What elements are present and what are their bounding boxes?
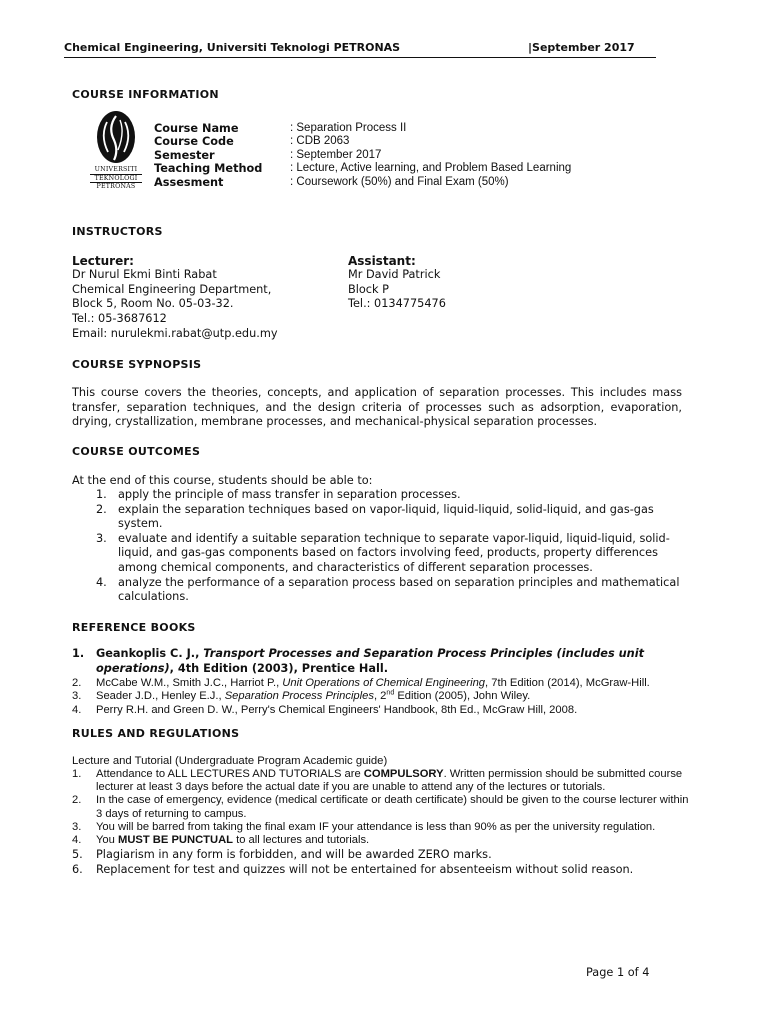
lecturer-line: Chemical Engineering Department, xyxy=(72,282,272,296)
course-info-value: : Lecture, Active learning, and Problem Based Learning xyxy=(290,162,572,175)
rule-number: 6. xyxy=(72,863,83,877)
rule-text xyxy=(96,862,692,877)
rule-item xyxy=(72,834,692,847)
logo-line-1: UNIVERSITI xyxy=(94,166,138,173)
assistant-line: Tel.: 0134775476 xyxy=(348,297,446,311)
outcome-item xyxy=(72,532,682,576)
rules-intro: Lecture and Tutorial (Undergraduate Program Academic guide) xyxy=(72,755,388,767)
page-number: Page 1 of 4 xyxy=(586,966,650,979)
outcomes-intro: At the end of this course, students should be able to: xyxy=(72,474,373,487)
lecturer-heading: Lecturer: xyxy=(72,254,134,268)
course-info-row xyxy=(154,149,654,162)
reference-title: Separation Process Principles xyxy=(224,690,374,703)
logo-line-2: TEKNOLOGI xyxy=(90,174,142,184)
outcomes-list xyxy=(72,488,682,605)
reference-publisher: , 4th Edition (2003), Prentice Hall. xyxy=(169,661,389,675)
section-outcomes: COURSE OUTCOMES xyxy=(72,445,201,458)
rule-number: 5. xyxy=(72,848,83,862)
rule-text-part: In the case of emergency, evidence (medical certificate or death certificate) should be given to the course lecturer within 3 days of returning to campus. xyxy=(96,794,689,820)
reference-edition-sup: nd xyxy=(386,689,395,697)
rules-list xyxy=(72,768,692,877)
rule-text xyxy=(96,821,692,834)
rule-text-part: Plagiarism in any form is forbidden, and will be awarded ZERO marks. xyxy=(96,848,492,862)
logo-line-3: PETRONAS xyxy=(96,183,136,190)
outcome-item xyxy=(72,503,682,532)
outcome-text: evaluate and identify a suitable separation technique to separate vapor-liquid, liquid-liquid, solid-liquid, and gas-gas components based on factors involving feed, products, property differences among chemical components, and characteristics of different separation processes. xyxy=(118,531,670,574)
rule-item xyxy=(72,794,692,820)
reference-item xyxy=(72,677,692,690)
outcome-number: 3. xyxy=(96,531,107,545)
course-info-label: Assesment xyxy=(154,175,224,189)
rule-text-part: . Written permission should be submitted course lecturer at least 3 days before the actual date if you are unable to attend any of the lectures or tutorials. xyxy=(96,768,683,794)
reference-text xyxy=(96,647,692,676)
reference-authors: McCabe W.M., Smith J.C., Harriot P., xyxy=(96,677,283,690)
rule-text xyxy=(96,834,692,847)
course-info-row xyxy=(154,176,654,189)
reference-publisher: Edition (2005), John Wiley. xyxy=(394,690,531,703)
rule-item xyxy=(72,862,692,877)
reference-number: 4. xyxy=(72,703,82,716)
rule-text xyxy=(96,794,692,820)
course-info-row xyxy=(154,135,654,148)
course-info-row xyxy=(154,122,654,135)
synopsis-text: This course covers the theories, concepts, and application of separation processes. This includes mass transfer, separation techniques, and the design criteria of processes such as adsorption, evaporation, drying, crystallization, membrane processes, and mechanical-physical separation processes. xyxy=(72,386,682,429)
reference-authors: Seader J.D., Henley E.J., xyxy=(96,690,225,703)
reference-authors: Geankoplis C. J., xyxy=(96,647,204,660)
outcome-text: apply the principle of mass transfer in separation processes. xyxy=(118,488,461,501)
rule-emphasis: COMPULSORY xyxy=(363,768,444,780)
rule-text-part: You will be barred from taking the final exam IF your attendance is less than 90% as per the university regulation. xyxy=(96,820,656,833)
lecturer-line: Dr Nurul Ekmi Binti Rabat xyxy=(72,268,217,281)
reference-authors: Perry R.H. and Green D. W., Perry's Chemical Engineers' Handbook, 8th Ed., McGraw Hill, 2008. xyxy=(96,703,578,716)
section-rules: RULES AND REGULATIONS xyxy=(72,727,240,740)
outcome-text: explain the separation techniques based on vapor-liquid, liquid-liquid, solid-liquid, and gas-gas system. xyxy=(118,502,654,531)
rule-number: 3. xyxy=(72,820,82,833)
course-info-value: : CDB 2063 xyxy=(290,135,350,148)
rule-text-part: Replacement for test and quizzes will not be entertained for absenteeism without solid reason. xyxy=(96,863,634,877)
reference-title: Transport Processes and Separation Process Principles (includes unit operations) xyxy=(96,647,644,675)
rule-text-part: to all lectures and tutorials. xyxy=(232,834,370,847)
reference-title: Unit Operations of Chemical Engineering xyxy=(282,677,486,690)
course-info-row xyxy=(154,162,654,175)
course-info-label: Semester xyxy=(154,148,215,162)
outcome-item xyxy=(72,576,682,605)
course-info-label: Course Name xyxy=(154,122,239,135)
rule-text-part: You xyxy=(96,834,118,847)
utp-emblem-icon xyxy=(90,110,142,166)
lecturer-line: Email: nurulekmi.rabat@utp.edu.my xyxy=(72,326,278,340)
assistant-line: Mr David Patrick xyxy=(348,268,441,281)
header-left: Chemical Engineering, Universiti Teknologi PETRONAS xyxy=(64,41,401,54)
section-instructors: INSTRUCTORS xyxy=(72,225,163,238)
reference-item xyxy=(72,704,692,717)
course-info-label: Course Code xyxy=(154,135,234,149)
reference-number: 3. xyxy=(72,690,82,703)
lecturer-line: Block 5, Room No. 05-03-32. xyxy=(72,297,234,311)
outcome-number: 2. xyxy=(96,502,107,516)
reference-list xyxy=(72,647,692,717)
reference-publisher: , 7th Edition (2014), McGraw-Hill. xyxy=(485,677,650,690)
logo-text xyxy=(90,166,142,191)
course-info-label: Teaching Method xyxy=(154,162,263,176)
section-course-information: COURSE INFORMATION xyxy=(72,88,219,101)
utp-logo xyxy=(90,110,142,200)
rule-number: 4. xyxy=(72,834,82,847)
outcome-number: 4. xyxy=(96,575,107,589)
reference-item xyxy=(72,690,692,703)
rule-number: 2. xyxy=(72,794,82,807)
assistant-heading: Assistant: xyxy=(348,254,416,268)
course-info-value: : September 2017 xyxy=(290,148,382,161)
reference-number: 2. xyxy=(72,677,82,690)
rule-item xyxy=(72,847,692,862)
header-right: |September 2017 xyxy=(528,41,635,54)
rule-number: 1. xyxy=(72,768,82,780)
outcome-text: analyze the performance of a separation process based on separation principles and mathematical calculations. xyxy=(118,575,680,604)
rule-item xyxy=(72,821,692,834)
rule-emphasis: MUST BE PUNCTUAL xyxy=(118,834,233,847)
course-info-value: : Separation Process II xyxy=(290,122,407,134)
rule-text xyxy=(96,847,692,862)
outcome-number: 1. xyxy=(96,488,107,501)
reference-text xyxy=(96,690,692,703)
assistant-line: Block P xyxy=(348,282,389,296)
section-synopsis: COURSE SYPNOPSIS xyxy=(72,358,202,371)
rule-text xyxy=(96,768,692,794)
reference-text xyxy=(96,677,692,690)
outcome-item xyxy=(72,488,682,503)
course-info-value: : Coursework (50%) and Final Exam (50%) xyxy=(290,175,509,188)
reference-item xyxy=(72,647,692,676)
lecturer-line: Tel.: 05-3687612 xyxy=(72,312,167,326)
rule-item xyxy=(72,768,692,794)
rule-text-part: Attendance to ALL LECTURES AND TUTORIALS are xyxy=(96,768,364,780)
section-references: REFERENCE BOOKS xyxy=(72,621,196,634)
reference-edition: , 2 xyxy=(373,690,387,703)
reference-number: 1. xyxy=(72,647,85,660)
reference-text xyxy=(96,704,692,717)
header-rule xyxy=(64,57,656,58)
